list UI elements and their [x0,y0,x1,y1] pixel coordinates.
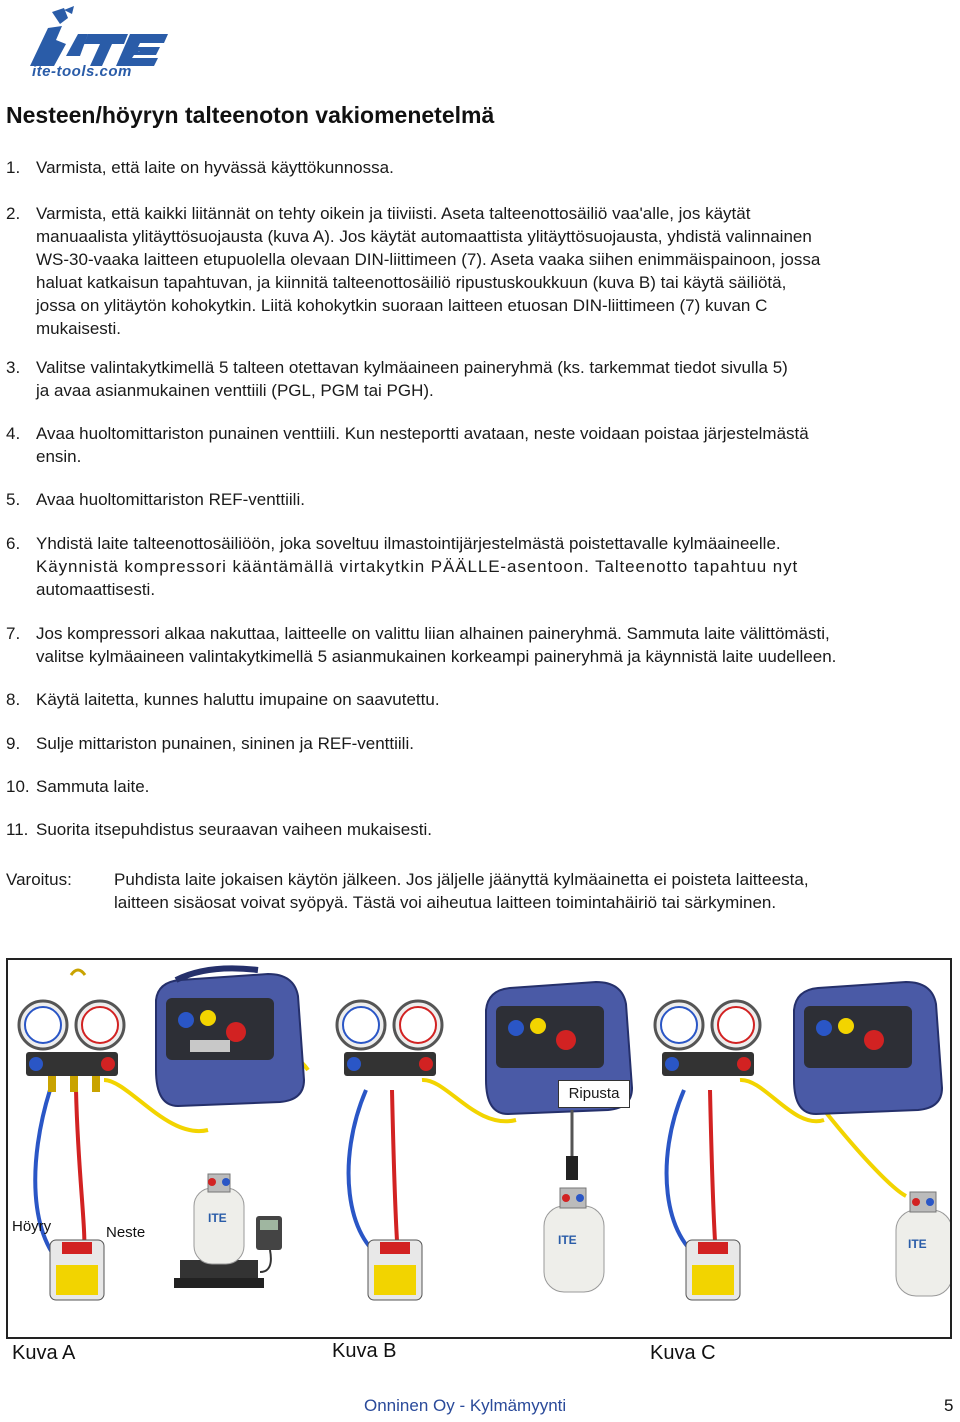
step-line: Sulje mittariston punainen, sininen ja REF-venttiili. [36,734,414,753]
step-line: valitse kylmäaineen valintakytkimellä 5 asianmukainen korkeampi paineryhmä ja käynnistä laite uudelleen. [36,647,837,666]
recovery-unit-icon [156,968,304,1106]
step-line: manuaalista ylitäyttösuojausta (kuva A). Jos käytät automaattista ylitäyttösuojausta, yhdistä valinnainen [36,227,812,246]
label-hoyry: Höyry [12,1218,52,1235]
step-line: Suorita itsepuhdistus seuraavan vaiheen mukaisesti. [36,820,432,839]
step-2 [6,202,951,340]
step-line: Käytä laitetta, kunnes haluttu imupaine on saavutettu. [36,690,440,709]
step-line: jossa on ylitäytön kohokytkin. Liitä kohokytkin suoraan laitteen etuosan DIN-liittimeen (7) kuvan C [36,296,768,315]
logo-url: ite-tools.com [32,63,132,80]
step-line: WS-30-vaaka laitteen etupuolella olevaan DIN-liittimeen (7). Aseta vaaka siihen enimmäispainoon, jossa [36,250,821,269]
recovery-setup-illustration [8,960,950,1337]
step-9 [6,732,951,755]
warning-label: Varoitus: [6,870,72,889]
page-number: 5 [944,1396,954,1415]
step-line: Yhdistä laite talteenottosäiliöön, joka soveltuu ilmastointijärjestelmästä poistettavalle kylmäaineelle. [36,534,781,553]
label-neste: Neste [106,1224,146,1241]
step-line: Varmista, että laite on hyvässä käyttökunnossa. [36,158,394,177]
step-number: 3. [6,358,21,377]
cylinder-section-icon [50,1240,104,1300]
step-line: automaattisesti. [36,580,156,599]
figure-b [337,982,632,1300]
hanging-hook-icon [566,1110,578,1180]
step-11 [6,818,951,841]
step-number: 2. [6,204,21,223]
step-number: 8. [6,690,21,709]
caption-kuva-c: Kuva C [650,1342,716,1364]
step-line: haluat katkaisun tapahtuvan, ja kiinnitä talteenottosäiliö ripustuskoukkuun (kuva B) tai käytä säiliötä, [36,273,787,292]
svg-text:ITE: ITE [908,1237,927,1251]
step-number: 7. [6,624,21,643]
step-line: Valitse valintakytkimellä 5 talteen otettavan kylmäaineen paineryhmä (ks. tarkemmat tiedot sivulla 5) [36,358,788,377]
step-7 [6,622,951,668]
manifold-gauges-icon [655,1001,760,1076]
recovery-cylinder-icon [896,1192,950,1296]
recovery-unit-icon [794,982,942,1114]
warning-line: Puhdista laite jokaisen käytön jälkeen. Jos jäljelle jäänyttä kylmäainetta ei poisteta laitteesta, [114,870,809,889]
manifold-gauges-icon [337,1001,442,1076]
svg-text:ITE: ITE [558,1233,577,1247]
step-line: Varmista, että kaikki liitännät on tehty oikein ja tiiviisti. Aseta talteenottosäiliö vaa'alle, jos käytät [36,204,751,223]
warning-line: laitteen sisäosat voivat syöpyä. Tästä voi aiheutua laitteen toimintahäiriö tai särkyminen. [114,893,777,912]
label-ripusta: Ripusta [558,1080,630,1108]
warning [6,868,951,914]
recovery-cylinder-icon [174,1174,264,1288]
step-8 [6,688,951,711]
step-line: Käynnistä kompressori kääntämällä virtakytkin PÄÄLLE-asentoon. Talteenotto tapahtuu nyt [36,557,799,576]
recovery-cylinder-icon [544,1188,604,1292]
step-line: ja avaa asianmukainen venttiili (PGL, PGM tai PGH). [36,381,434,400]
step-line: Sammuta laite. [36,777,150,796]
step-6 [6,532,951,601]
step-10 [6,775,951,798]
step-number: 1. [6,158,21,177]
step-line: ensin. [36,447,82,466]
step-number: 6. [6,534,21,553]
step-3 [6,356,951,402]
footer-company: Onninen Oy - Kylmämyynti [364,1396,567,1415]
step-number: 11. [6,820,29,839]
svg-text:ITE: ITE [138,52,140,53]
step-1 [6,156,951,179]
svg-text:ITE: ITE [208,1211,227,1225]
figure-a [19,968,308,1300]
step-number: 5. [6,490,21,509]
caption-kuva-a: Kuva A [12,1342,76,1364]
step-line: Jos kompressori alkaa nakuttaa, laitteelle on valittu liian alhainen paineryhmä. Sammuta laite välittömästi, [36,624,830,643]
step-line: mukaisesti. [36,319,122,338]
page-title: Nesteen/höyryn talteenoton vakiomenetelmä [6,102,495,128]
figure-c [655,982,950,1300]
step-line: Avaa huoltomittariston punainen venttiili. Kun nesteportti avataan, neste voidaan poistaa järjestelmästä [36,424,809,443]
step-5 [6,488,951,511]
step-number: 10. [6,777,30,796]
step-number: 9. [6,734,21,753]
caption-kuva-b: Kuva B [332,1340,397,1362]
scale-display-icon [256,1216,282,1272]
step-line: Avaa huoltomittariston REF-venttiili. [36,490,305,509]
cylinder-section-icon [686,1240,740,1300]
step-number: 4. [6,424,21,443]
manifold-gauges-icon [19,970,124,1092]
cylinder-section-icon [368,1240,422,1300]
step-4 [6,422,951,468]
